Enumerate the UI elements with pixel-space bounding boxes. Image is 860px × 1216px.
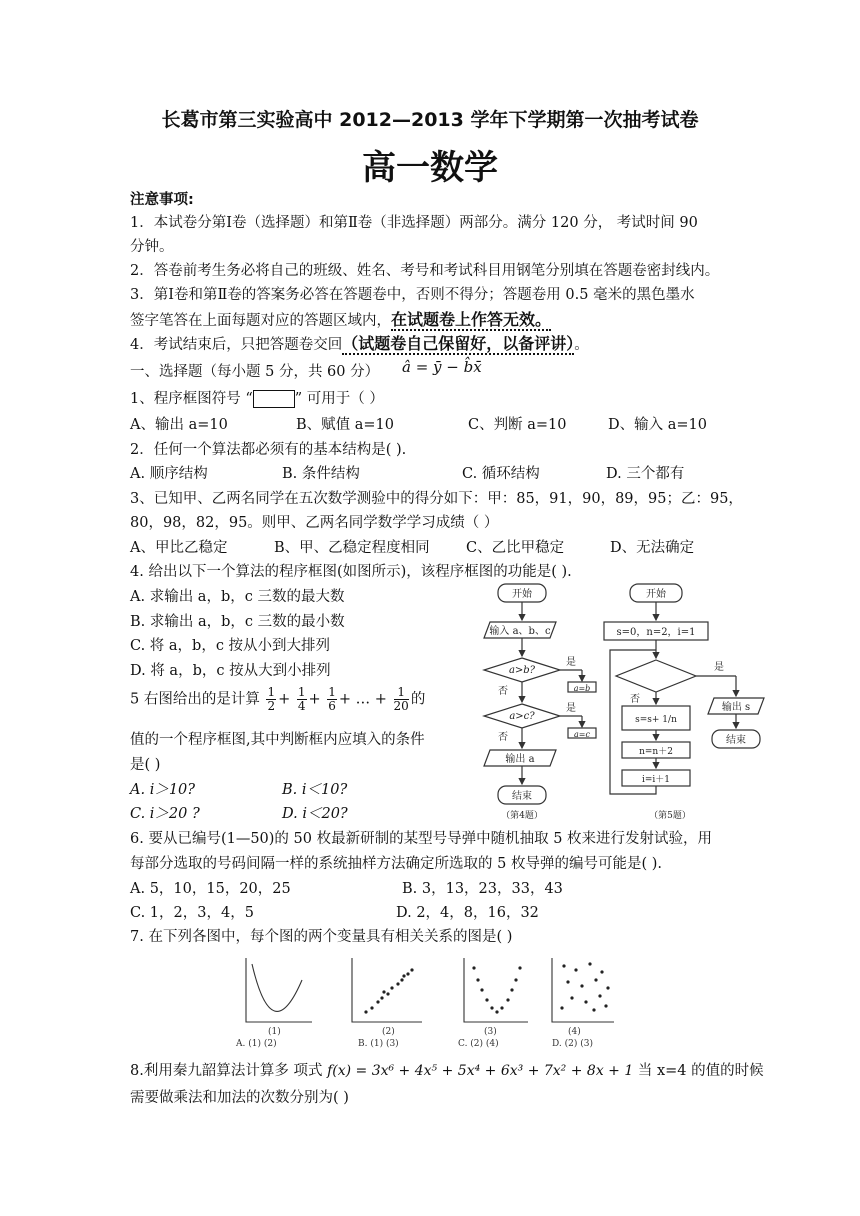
q6-option-d: D. 2，4，8，16，32 bbox=[396, 905, 539, 921]
flow5-init-label: s=0，n=2，i=1 bbox=[616, 627, 696, 638]
regression-formula: â = ȳ − b̂x̄ bbox=[402, 358, 482, 376]
flow4-output-label: 输出 a bbox=[505, 754, 535, 765]
q2-stem: 2．任何一个算法都必须有的基本结构是( ). bbox=[130, 442, 407, 458]
q8-stem-cont: 需要做乘法和加法的次数分别为( ) bbox=[130, 1090, 349, 1106]
q4-option-a: A. 求输出 a，b，c 三数的最大数 bbox=[130, 589, 345, 605]
section-heading: 一、选择题（每小题 5 分，共 60 分） bbox=[130, 364, 380, 380]
q5-option-d: D. i＜20? bbox=[282, 806, 348, 822]
note-2: 2．答卷前考生务必将自己的班级、姓名、考号和考试科目用钢笔分别填在答题卷密封线内。 bbox=[130, 263, 720, 279]
flow4-input-label: 输入 a、b、c bbox=[489, 626, 551, 637]
flow4-cond2-label: a>c? bbox=[509, 711, 535, 722]
exam-title: 长葛市第三实验高中 2012—2013 学年下学期第一次抽考试卷 bbox=[161, 109, 699, 131]
fraction-1-20: $\frac{1}{20}$ bbox=[393, 685, 409, 713]
q7-option-a: A. (1) (2) bbox=[236, 1039, 277, 1049]
note-3-emphasis: 在试题卷上作答无效。 bbox=[391, 310, 552, 329]
flow4-cond1-label: a>b? bbox=[508, 665, 536, 676]
flow4-yes2-label: 是 bbox=[566, 703, 576, 714]
flow4-start-label: 开始 bbox=[512, 589, 532, 600]
plot1-axes bbox=[246, 958, 312, 1022]
flow5-start-label: 开始 bbox=[646, 589, 666, 600]
plus-sign: + bbox=[338, 691, 352, 708]
q7-option-c: C. (2) (4) bbox=[458, 1039, 499, 1049]
q1-stem-b: ” 可用于（ ） bbox=[294, 391, 384, 407]
note-4-emphasis: （试题卷自己保留好，以备评讲） bbox=[342, 334, 575, 353]
q5-stem bbox=[130, 686, 425, 713]
plot1-label: (1) bbox=[268, 1027, 281, 1037]
q8-stem-a: 8.利用秦九韶算法计算多 项式 bbox=[130, 1063, 323, 1079]
note-1: 1．本试卷分第Ⅰ卷（选择题）和第Ⅱ卷（非选择题）两部分。满分 120 分， 考试时间 90 bbox=[130, 215, 698, 231]
q7-option-d: D. (2) (3) bbox=[552, 1039, 593, 1049]
q2-option-c: C. 循环结构 bbox=[462, 466, 540, 482]
q5-stem-end: 是( ) bbox=[130, 757, 161, 773]
q2-option-b: B. 条件结构 bbox=[282, 466, 360, 482]
q2-option-d: D. 三个都有 bbox=[606, 466, 685, 482]
q4-option-b: B. 求输出 a，b，c 三数的最小数 bbox=[130, 614, 345, 630]
flowcharts-figure bbox=[470, 578, 770, 823]
flow5-no-label: 否 bbox=[630, 694, 640, 705]
q1-stem bbox=[130, 387, 384, 408]
q5-option-c: C. i＞20 ? bbox=[130, 806, 200, 822]
q6-stem: 6. 要从已编号(1—50)的 50 枚最新研制的某型号导弹中随机抽取 5 枚来进行发射试验，用 bbox=[130, 831, 713, 847]
q1-option-b: B、赋值 a=10 bbox=[296, 417, 395, 433]
plus-sign: + bbox=[278, 691, 291, 708]
note-3: 3．第Ⅰ卷和第Ⅱ卷的答案务必答在答题卷中，否则不得分；答题卷用 0.5 毫米的黑色墨水 bbox=[130, 287, 695, 303]
q8-stem bbox=[130, 1059, 764, 1080]
flow4-yes1-label: 是 bbox=[566, 657, 576, 668]
plot3-label: (3) bbox=[484, 1027, 497, 1037]
q4-option-d: D. 将 a，b，c 按从大到小排列 bbox=[130, 663, 331, 679]
q3-option-c: C、乙比甲稳定 bbox=[466, 540, 565, 556]
subject-title: 高一数学 bbox=[362, 148, 498, 188]
polynomial-expression: f(x) = 3x⁶ + 4x⁵ + 5x⁴ + 6x³ + 7x² + 8x + 1 bbox=[327, 1063, 634, 1079]
fraction-1-4: $\frac{1}{4}$ bbox=[297, 685, 306, 713]
note-3-cont bbox=[130, 307, 551, 330]
note-3-text: 签字笔答在上面每题对应的答题区域内， bbox=[130, 313, 391, 329]
q3-stem-cont: 80，98，82，95。则甲、乙两名同学数学学习成绩（ ） bbox=[130, 515, 499, 531]
q6-option-c: C. 1，2，3，4，5 bbox=[130, 905, 254, 921]
q7-option-b: B. (1) (3) bbox=[358, 1039, 399, 1049]
q1-option-c: C、判断 a=10 bbox=[468, 417, 567, 433]
flow4-end-label: 结束 bbox=[512, 791, 532, 802]
notes-heading: 注意事项: bbox=[130, 192, 194, 208]
q4-option-c: C. 将 a，b，c 按从小到大排列 bbox=[130, 638, 331, 654]
q5-option-b: B. i＜10? bbox=[282, 782, 348, 798]
flow5-decision-node bbox=[616, 660, 696, 692]
q1-option-d: D、输入 a=10 bbox=[608, 417, 707, 433]
plus-sign: + bbox=[308, 691, 321, 708]
flow4-assign1-label: a=b bbox=[573, 684, 591, 693]
scatter-plots-figure bbox=[232, 950, 622, 1050]
note-4-end: 。 bbox=[574, 337, 589, 353]
q7-stem: 7. 在下列各图中，每个图的两个变量具有相关关系的图是( ) bbox=[130, 929, 513, 945]
q3-stem: 3、已知甲、乙两名同学在五次数学测验中的得分如下：甲：85，91，90，89，95；乙：95， bbox=[130, 491, 743, 507]
plot2-label: (2) bbox=[382, 1027, 395, 1037]
fraction-1-6: $\frac{1}{6}$ bbox=[328, 685, 336, 713]
q6-option-a: A. 5，10，15，20，25 bbox=[130, 881, 291, 897]
plot4-axes bbox=[552, 958, 614, 1022]
q8-stem-b: 当 x=4 的值的时候 bbox=[637, 1063, 764, 1079]
q1-stem-a: 1、程序框图符号 “ bbox=[130, 391, 253, 407]
flow4-caption: （第4题） bbox=[501, 811, 543, 821]
q6-option-b: B. 3，13，23，33，43 bbox=[402, 881, 563, 897]
flow5-step-i-label: i=i＋1 bbox=[641, 775, 671, 785]
flow5-output-label: 输出 s bbox=[721, 702, 751, 713]
q2-option-a: A. 顺序结构 bbox=[130, 466, 208, 482]
q3-option-a: A、甲比乙稳定 bbox=[130, 540, 228, 556]
ellipsis: … bbox=[355, 691, 371, 708]
q5-option-a: A. i＞10? bbox=[130, 782, 196, 798]
flow5-end-label: 结束 bbox=[726, 735, 746, 746]
flow5-step-n-label: n=n＋2 bbox=[639, 747, 673, 757]
flowchart-symbol-box bbox=[253, 390, 295, 408]
q4-stem: 4. 给出以下一个算法的程序框图(如图所示)，该程序框图的功能是( ). bbox=[130, 564, 572, 580]
flow4-no1-label: 否 bbox=[498, 686, 508, 697]
plus-sign: + bbox=[374, 691, 387, 708]
flow5-caption: （第5题） bbox=[649, 811, 691, 821]
flow5-step-sum-label: s=s+ 1/n bbox=[635, 715, 677, 725]
plot2-axes bbox=[352, 958, 422, 1022]
q5-stem-b: 的 bbox=[410, 691, 426, 708]
flow4-assign2-label: a=c bbox=[574, 730, 590, 739]
q1-option-a: A、输出 a=10 bbox=[130, 417, 228, 433]
q3-option-b: B、甲、乙稳定程度相同 bbox=[274, 540, 430, 556]
q5-stem-a: 5 右图给出的是计算 bbox=[130, 691, 260, 708]
plot4-label: (4) bbox=[568, 1027, 581, 1037]
flow5-yes-label: 是 bbox=[714, 662, 724, 673]
flow4-no2-label: 否 bbox=[498, 732, 508, 743]
plot1-curve bbox=[252, 964, 302, 1011]
q6-stem-cont: 每部分选取的号码间隔一样的系统抽样方法确定所选取的 5 枚导弹的编号可能是( ). bbox=[130, 856, 662, 872]
q3-option-d: D、无法确定 bbox=[610, 540, 695, 556]
note-4-text: 4．考试结束后，只把答题卷交回 bbox=[130, 337, 343, 353]
fraction-1-2: $\frac{1}{2}$ bbox=[267, 685, 276, 713]
q5-stem-cont: 值的一个程序框图,其中判断框内应填入的条件 bbox=[130, 732, 425, 748]
note-4 bbox=[130, 331, 589, 354]
note-1-cont: 分钟。 bbox=[130, 239, 174, 255]
scatter-points bbox=[364, 962, 609, 1013]
